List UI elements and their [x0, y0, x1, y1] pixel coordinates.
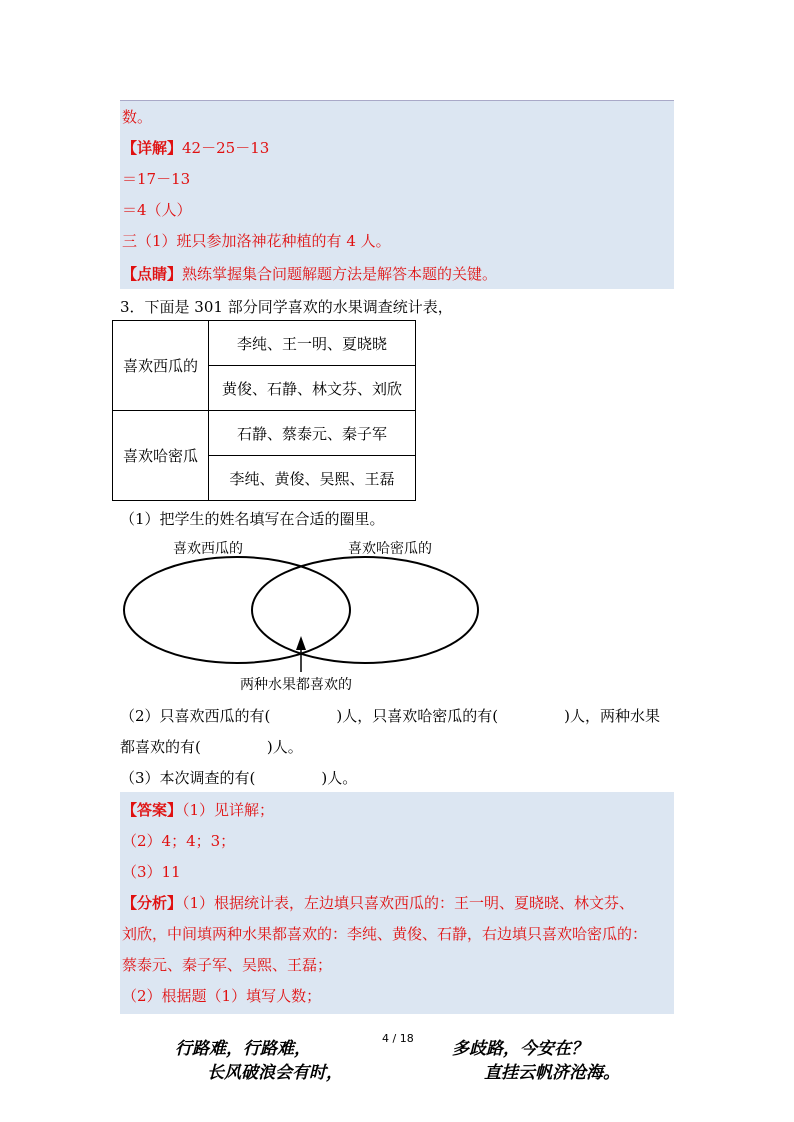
venn-left-circle: [124, 557, 350, 663]
analysis-line-1: [122, 893, 634, 913]
prev-line: 数。: [122, 108, 153, 126]
answer-3: （3）11: [122, 863, 181, 881]
analysis-text-1: （1）根据统计表，左边填只喜欢西瓜的：王一明、夏晓晓、林文芬、: [182, 894, 635, 912]
analysis-tag: 【分析】: [122, 894, 183, 912]
detail-tag: 【详解】: [122, 139, 183, 157]
names-cell: 石静、蔡泰元、秦子军: [209, 411, 416, 456]
part2-text-a: （2）只喜欢西瓜的有(: [120, 707, 271, 725]
part2-text-e: )人。: [266, 738, 303, 756]
page-number: 4 / 18: [382, 1032, 414, 1045]
part2-text-d: 都喜欢的有(: [120, 738, 201, 756]
footer-poem-left-2: 长风破浪会有时，: [207, 1063, 343, 1083]
tip-tag: 【点睛】: [122, 265, 183, 283]
answer-2: （2）4；4；3；: [122, 832, 236, 850]
venn-right-circle: [252, 557, 478, 663]
part3-text-a: （3）本次调查的有(: [120, 769, 256, 787]
analysis-text-4: （2）根据题（1）填写人数；: [122, 987, 322, 1005]
tip-text: 熟练掌握集合问题解题方法是解答本题的关键。: [182, 265, 498, 283]
calc-step-1: ＝17－13: [122, 170, 191, 188]
names-cell: 李纯、王一明、夏晓晓: [209, 321, 416, 366]
part1-text: （1）把学生的姓名填写在合适的圈里。: [120, 510, 385, 528]
part2-line-2: [120, 737, 303, 757]
category-hami-melon: 喜欢哈密瓜: [113, 411, 209, 501]
names-cell: 李纯、黄俊、吴熙、王磊: [209, 456, 416, 501]
footer-poem-right-1: 多歧路，今安在？: [452, 1039, 588, 1059]
calc-step-2: ＝4（人）: [122, 201, 192, 219]
names-cell: 黄俊、石静、林文芬、刘欣: [209, 366, 416, 411]
part2-text-b: )人，只喜欢哈密瓜的有(: [336, 707, 499, 725]
venn-bottom-label: 两种水果都喜欢的: [240, 677, 352, 693]
pointer-arrow-head: [296, 636, 306, 650]
footer-poem-right-2: 直挂云帆济沧海。: [484, 1063, 620, 1083]
answer-line-1: [122, 800, 274, 820]
part3-text-b: )人。: [321, 769, 358, 787]
analysis-text-2: 刘欣，中间填两种水果都喜欢的：李纯、黄俊、石静，右边填只喜欢哈密瓜的：: [122, 925, 648, 943]
question-title: 3．下面是 301 部分同学喜欢的水果调查统计表，: [120, 298, 453, 316]
answer-tag: 【答案】: [122, 801, 183, 819]
footer-poem-left-1: 行路难，行路难，: [175, 1039, 311, 1059]
venn-right-label: 喜欢哈密瓜的: [348, 541, 432, 557]
category-watermelon: 喜欢西瓜的: [113, 321, 209, 411]
part2-line-1: [120, 706, 660, 726]
conclusion: 三（1）班只参加洛神花种植的有 4 人。: [122, 232, 391, 250]
part2-text-c: )人，两种水果: [564, 707, 660, 725]
part3-line: [120, 768, 357, 788]
answer-1: （1）见详解；: [182, 801, 275, 819]
venn-left-label: 喜欢西瓜的: [173, 541, 243, 557]
analysis-text-3: 蔡泰元、秦子军、吴熙、王磊；: [122, 956, 333, 974]
detail-expression: 42－25－13: [182, 139, 270, 157]
